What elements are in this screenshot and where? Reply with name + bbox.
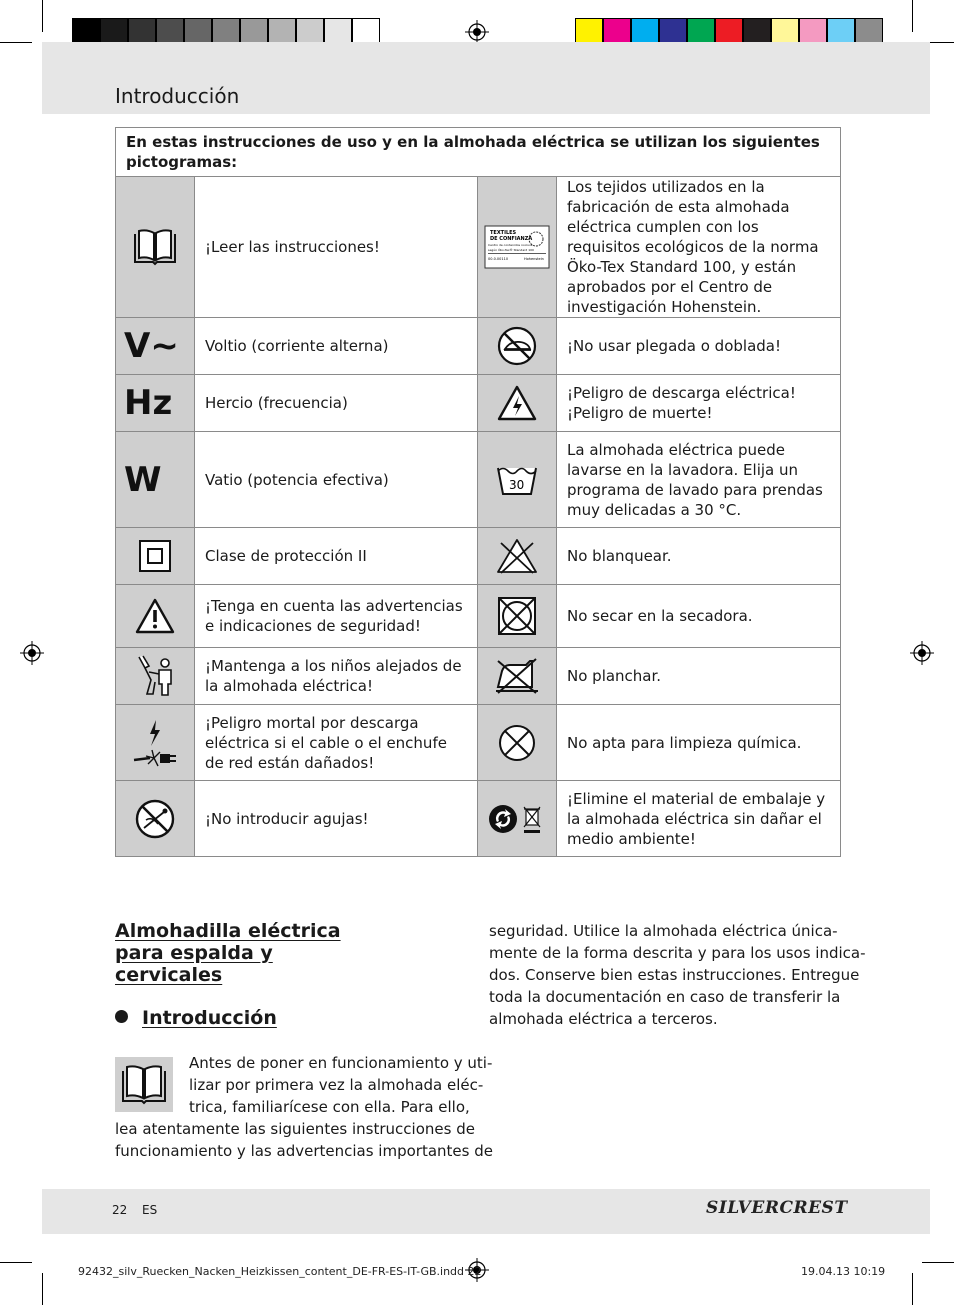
print-slug-filename: 92432_silv_Ruecken_Nacken_Heizkissen_content_DE-FR-ES-IT-GB.indd 22 — [78, 1265, 482, 1278]
oeko-label-line5: 00.0.00110 — [488, 257, 509, 261]
pictogram-description: ¡Peligro mortal por descarga eléctrica si el cable o el enchufe de red están dañados! — [195, 705, 478, 781]
oeko-label-line1: TEXTILES — [490, 230, 517, 236]
table-row — [116, 648, 841, 705]
no-tumble-dry-icon — [496, 595, 538, 637]
crop-mark — [0, 1262, 32, 1263]
table-row — [116, 375, 841, 432]
pictogram-description: Hercio (frecuencia) — [195, 375, 478, 432]
pictogram-description: No planchar. — [557, 648, 841, 705]
icon-cell — [116, 318, 195, 375]
intro-paragraph-line: mente de la forma descrita y para los usos indica- — [489, 944, 866, 962]
bullet-icon — [115, 1010, 128, 1023]
icon-cell — [478, 528, 557, 585]
icon-cell — [478, 648, 557, 705]
crop-mark — [0, 42, 32, 43]
oeko-tex-label-icon — [484, 225, 550, 269]
crop-mark — [42, 0, 43, 32]
intro-paragraph-line: seguridad. Utilice la almohada eléctrica única- — [489, 922, 838, 940]
table-heading-row — [116, 128, 841, 177]
oeko-label-line6: Hohenstein — [524, 257, 544, 261]
pictogram-description: ¡Mantenga a los niños alejados de la almohada eléctrica! — [195, 648, 478, 705]
language-code: ES — [142, 1203, 158, 1217]
icon-cell — [116, 177, 195, 318]
registration-mark-icon — [910, 641, 934, 665]
no-iron-icon — [494, 657, 540, 695]
pictogram-description: No apta para limpieza química. — [557, 705, 841, 781]
page-header-title: Introducción — [115, 84, 240, 108]
crop-mark — [912, 0, 913, 32]
pictogram-description: ¡Peligro de descarga eléctrica! ¡Peligro de muerte! — [557, 375, 841, 432]
pictogram-description: ¡No usar plegada o doblada! — [557, 318, 841, 375]
crop-mark — [922, 1262, 954, 1263]
table-row — [116, 177, 841, 318]
intro-paragraph-line: funcionamiento y las advertencias importantes de — [115, 1142, 493, 1160]
volt-symbol: V~ — [124, 326, 179, 366]
wash-temp: 30 — [509, 477, 525, 492]
icon-cell — [478, 432, 557, 528]
intro-paragraph-line: dos. Conserve bien estas instrucciones. Entregue — [489, 966, 860, 984]
warning-triangle-icon — [134, 597, 176, 635]
icon-cell — [478, 781, 557, 857]
table-row — [116, 585, 841, 648]
intro-paragraph-line: almohada eléctrica a terceros. — [489, 1010, 718, 1028]
icon-cell — [478, 585, 557, 648]
no-bleach-icon — [495, 537, 539, 575]
pictogram-description: ¡Tenga en cuenta las advertencias e indicaciones de seguridad! — [195, 585, 478, 648]
icon-cell — [116, 432, 195, 528]
hertz-symbol: Hz — [124, 383, 173, 423]
icon-cell — [116, 375, 195, 432]
table-heading: En estas instrucciones de uso y en la almohada eléctrica se utilizan los siguientes pictogramas: — [116, 128, 841, 177]
intro-paragraph-line: lea atentamente las siguientes instrucciones de — [115, 1120, 475, 1138]
table-row — [116, 432, 841, 528]
pictogram-description: No blanquear. — [557, 528, 841, 585]
no-fold-icon — [496, 325, 538, 367]
oeko-label-line3: Centro de contenidos nocivos — [488, 243, 533, 247]
pictogram-description: No secar en la secadora. — [557, 585, 841, 648]
icon-cell — [116, 781, 195, 857]
intro-paragraph-line: Antes de poner en funcionamiento y uti- — [189, 1054, 493, 1072]
pictogram-description: ¡No introducir agujas! — [195, 781, 478, 857]
pictogram-description: Los tejidos utilizados en la fabricación de esta almohada eléctrica cumplen con los requisitos ecológicos de la norma Öko-Tex Standard 100, y están aprobados por el Centro de investigación Hohenstein. — [557, 177, 841, 318]
page-number: 22 — [112, 1203, 128, 1217]
pictogram-description: La almohada eléctrica puede lavarse en la lavadora. Elija un programa de lavado para prendas muy delicadas a 30 °C. — [557, 432, 841, 528]
recycle-dispose-icon — [488, 802, 546, 836]
icon-cell — [478, 318, 557, 375]
subsection-title-text: Introducción — [142, 1007, 277, 1029]
pictogram-description: ¡Leer las instrucciones! — [195, 177, 478, 318]
pictogram-description: Vatio (potencia efectiva) — [195, 432, 478, 528]
intro-paragraph-line: toda la documentación en caso de transferir la — [489, 988, 841, 1006]
icon-cell — [478, 375, 557, 432]
book-icon — [115, 1057, 173, 1112]
brand-logo: SILVERCREST — [706, 1198, 848, 1218]
print-slug-date: 19.04.13 10:19 — [801, 1265, 886, 1278]
intro-paragraph-line: trica, familiarícese con ella. Para ello, — [189, 1098, 470, 1116]
no-needles-icon — [134, 798, 176, 840]
pictogram-description: Clase de protección II — [195, 528, 478, 585]
book-icon — [132, 228, 178, 266]
registration-mark-icon — [465, 20, 489, 44]
crop-mark — [912, 1273, 913, 1305]
oeko-label-line2: DE CONFIANZA — [490, 236, 533, 242]
electric-shock-warning-icon — [496, 384, 538, 422]
damaged-cable-icon — [130, 718, 180, 768]
pictogram-table — [115, 127, 841, 857]
icon-cell — [478, 177, 557, 318]
icon-cell — [116, 648, 195, 705]
icon-cell — [116, 528, 195, 585]
table-row — [116, 705, 841, 781]
table-row — [116, 781, 841, 857]
section-title-text: Almohadilla eléctrica para espalda y cervicales — [115, 920, 341, 986]
watt-symbol: W — [124, 459, 162, 500]
pictogram-description: ¡Elimine el material de embalaje y la almohada eléctrica sin dañar el medio ambiente! — [557, 781, 841, 857]
section-title — [115, 920, 365, 986]
intro-paragraph-line: lizar por primera vez la almohada eléc- — [189, 1076, 484, 1094]
keep-away-children-icon — [135, 654, 175, 698]
intro-book-icon-box — [115, 1057, 173, 1112]
icon-cell — [478, 705, 557, 781]
table-row — [116, 318, 841, 375]
registration-mark-icon — [20, 641, 44, 665]
table-row — [116, 528, 841, 585]
crop-mark — [42, 1273, 43, 1305]
no-dry-clean-icon — [496, 722, 538, 764]
pictogram-description: Voltio (corriente alterna) — [195, 318, 478, 375]
icon-cell — [116, 585, 195, 648]
subsection-title — [115, 1007, 277, 1029]
oeko-label-line4: según Öko-Tex® Standard 100 — [488, 248, 534, 252]
protection-class-ii-icon — [138, 539, 172, 573]
wash-30-icon — [495, 463, 539, 497]
icon-cell — [116, 705, 195, 781]
